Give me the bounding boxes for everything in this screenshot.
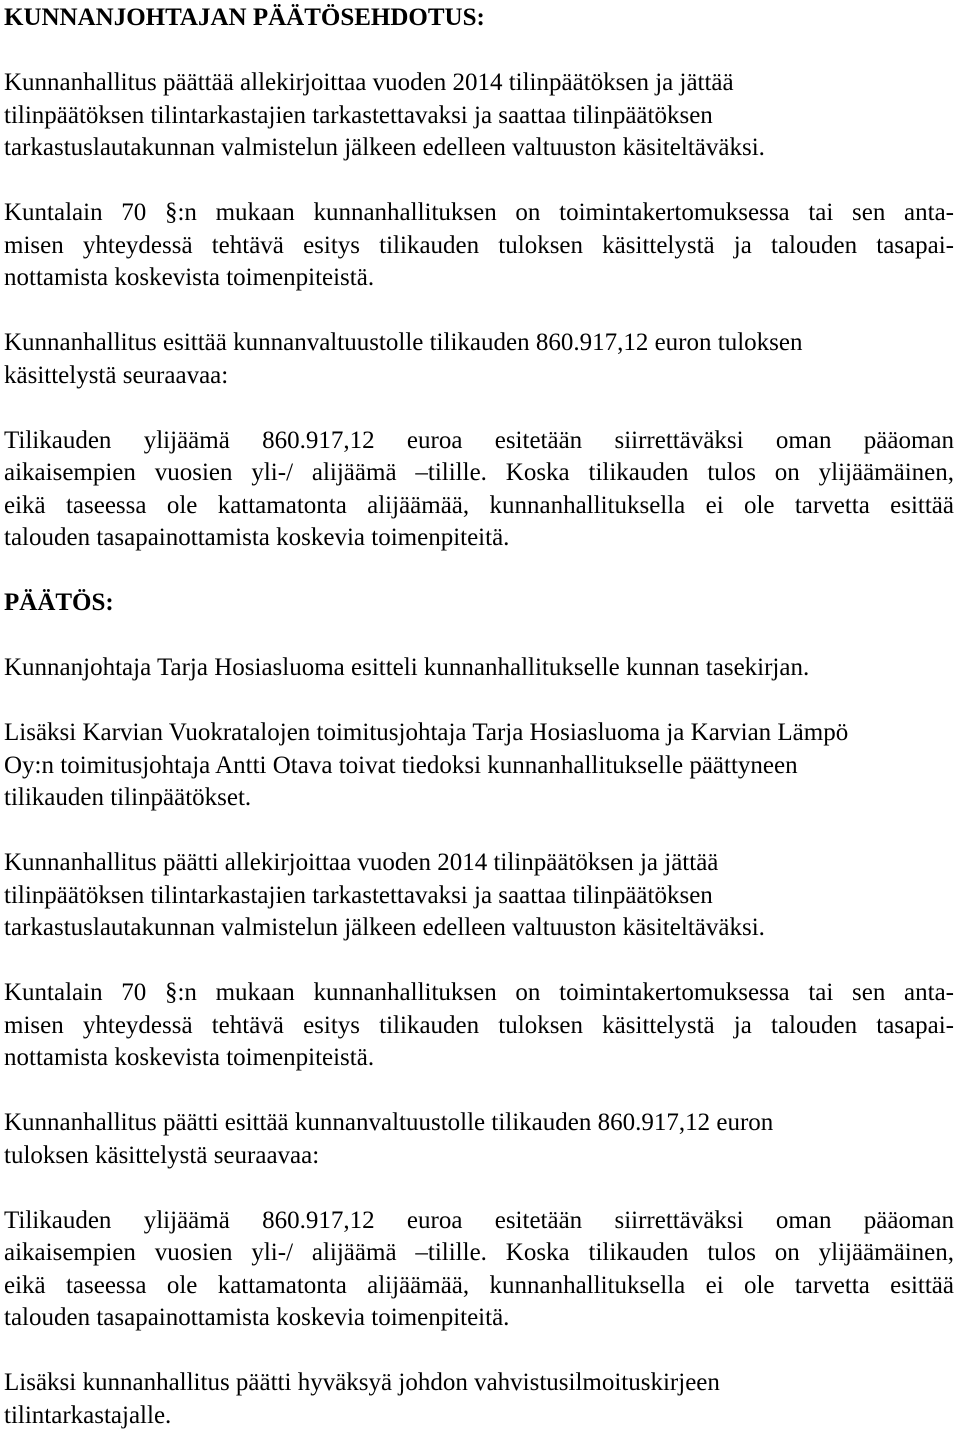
decision-paragraph-5: [4, 1107, 954, 1172]
text-line: tilinpäätöksen tilintarkastajien tarkastettavaksi ja saattaa tilinpäätöksen: [4, 881, 713, 909]
text-line: misen yhteydessä tehtävä esitys tilikauden tuloksen käsittelystä ja talouden tasapai-: [4, 231, 954, 259]
text-line: eikä taseessa ole kattamatonta alijäämää, kunnanhallituksella ei ole tarvetta esittää: [4, 1271, 954, 1299]
decision-paragraph-4: [4, 977, 954, 1075]
text-line: Kuntalain 70 §:n mukaan kunnanhallituksen on toimintakertomuksessa tai sen anta-: [4, 199, 954, 226]
text-line: aikaisempien vuosien yli-/ alijäämä –tilille. Koska tilikauden tulos on ylijäämäinen,: [4, 459, 954, 486]
decision-paragraph-3: [4, 847, 954, 945]
text-line: aikaisempien vuosien yli-/ alijäämä –tilille. Koska tilikauden tulos on ylijäämäinen,: [4, 1239, 954, 1266]
text-line: Tilikauden ylijäämä 860.917,12 euroa esitetään siirrettäväksi oman pääoman: [4, 426, 954, 454]
proposal-paragraph-1: [4, 67, 954, 165]
text-line: tilinpäätöksen tilintarkastajien tarkastettavaksi ja saattaa tilinpäätöksen: [4, 101, 713, 129]
text-line: Lisäksi Karvian Vuokratalojen toimitusjohtaja Tarja Hosiasluoma ja Karvian Lämpö: [4, 719, 849, 746]
decision-paragraph-6: [4, 1205, 954, 1335]
text-line: misen yhteydessä tehtävä esitys tilikauden tuloksen käsittelystä ja talouden tasapai-: [4, 1011, 954, 1039]
proposal-paragraph-3: [4, 327, 954, 392]
text-line: Kuntalain 70 §:n mukaan kunnanhallituksen on toimintakertomuksessa tai sen anta-: [4, 979, 954, 1006]
text-line: Kunnanhallitus esittää kunnanvaltuustolle tilikauden 860.917,12 euron tuloksen: [4, 329, 803, 356]
text-line: Kunnanhallitus päättää allekirjoittaa vuoden 2014 tilinpäätöksen ja jättää: [4, 69, 734, 96]
text-line: tarkastuslautakunnan valmistelun jälkeen edelleen valtuuston käsiteltäväksi.: [4, 914, 765, 941]
text-line: tilikauden tilinpäätökset.: [4, 784, 252, 811]
decision-heading: PÄÄTÖS:: [4, 589, 114, 616]
decision-paragraph-2: [4, 717, 954, 815]
text-line: nottamista koskevista toimenpiteistä.: [4, 1044, 375, 1071]
text-line: Oy:n toimitusjohtaja Antti Otava toivat tiedoksi kunnanhallitukselle päättyneen: [4, 751, 798, 779]
text-line: Kunnanhallitus päätti allekirjoittaa vuoden 2014 tilinpäätöksen ja jättää: [4, 849, 719, 876]
text-line: Tilikauden ylijäämä 860.917,12 euroa esitetään siirrettäväksi oman pääoman: [4, 1206, 954, 1234]
proposal-heading: KUNNANJOHTAJAN PÄÄTÖSEHDOTUS:: [4, 4, 485, 31]
proposal-paragraph-4: [4, 425, 954, 555]
text-line: eikä taseessa ole kattamatonta alijäämää, kunnanhallituksella ei ole tarvetta esittää: [4, 491, 954, 519]
proposal-paragraph-2: [4, 197, 954, 295]
text-line: tuloksen käsittelystä seuraavaa:: [4, 1141, 320, 1169]
decision-paragraph-1: [4, 652, 954, 685]
text-line: tilintarkastajalle.: [4, 1401, 172, 1429]
decision-paragraph-7: [4, 1367, 954, 1432]
text-line: Kunnanhallitus päätti esittää kunnanvaltuustolle tilikauden 860.917,12 euron: [4, 1109, 774, 1136]
text-line: Lisäksi kunnanhallitus päätti hyväksyä johdon vahvistusilmoituskirjeen: [4, 1369, 720, 1396]
text-line: talouden tasapainottamista koskevia toimenpiteitä.: [4, 524, 510, 551]
text-line: nottamista koskevista toimenpiteistä.: [4, 264, 375, 291]
text-line: tarkastuslautakunnan valmistelun jälkeen edelleen valtuuston käsiteltäväksi.: [4, 134, 765, 161]
text-line: Kunnanjohtaja Tarja Hosiasluoma esitteli kunnanhallitukselle kunnan tasekirjan.: [4, 654, 810, 681]
text-line: käsittelystä seuraavaa:: [4, 361, 229, 389]
text-line: talouden tasapainottamista koskevia toimenpiteitä.: [4, 1304, 510, 1331]
